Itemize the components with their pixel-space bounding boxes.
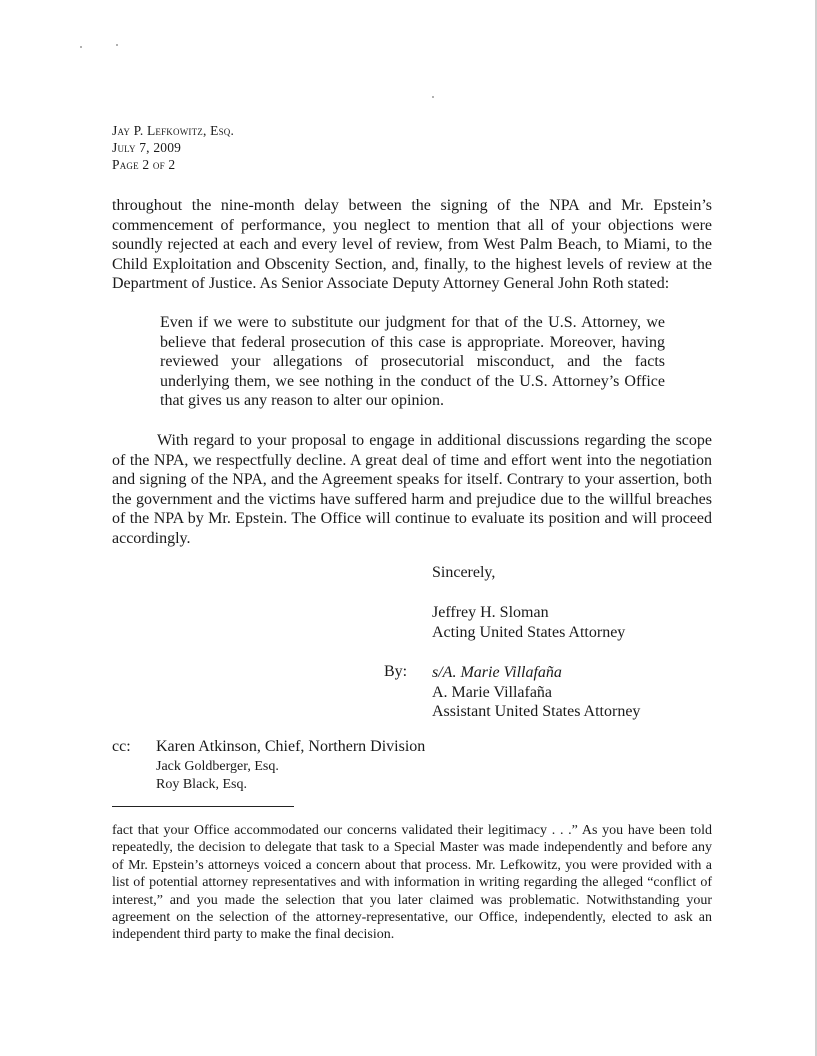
by-name: A. Marie Villafaña [432, 683, 553, 701]
scan-speck [432, 96, 434, 98]
by-title: Assistant United States Attorney [432, 703, 641, 721]
cc-label: cc: [112, 738, 131, 755]
body-paragraph-1: throughout the nine-month delay between the signing of the NPA and Mr. Epstein’s commencement of performance, you neglect to mention that all of your objections were soundly rejected at each and every level of review, from West Palm Beach, to Miami, to the Child Exploitation and Obscenity Section, and, finally, to the highest levels of review at the Department of Justice. As Senior Associate Deputy Attorney General John Roth stated: [112, 197, 712, 293]
by-block [432, 663, 640, 722]
signer-block [432, 603, 625, 642]
cc-recipient-list [156, 758, 279, 794]
electronic-signature: s/A. Marie Villafaña [432, 664, 562, 681]
body-paragraph-2: With regard to your proposal to engage in additional discussions regarding the scope of the NPA, we respectfully decline. A great deal of time and effort went into the negotiation and signing of the NPA, and the Agreement speaks for itself. Contrary to your assertion, both the government and the victims have suffered harm and prejudice due to the willful breaches of the NPA by Mr. Epstein. The Office will continue to evaluate its position and will proceed accordingly. [112, 432, 712, 547]
footnote-divider [112, 806, 294, 807]
footnote-text: fact that your Office accommodated our concerns validated their legitimacy . . .” As you have been told repeatedly, the decision to delegate that task to a Special Master was made independently and before any of Mr. Epstein’s attorneys voiced a concern about that process. Mr. Lefkowitz, you were provided with a list of potential attorney representatives and with information in writing regarding the alleged “conflict of interest,” and you made the selection that you later claimed was problematic. Notwithstanding your agreement on the selection of the attorney-representative, our Office, independently, elected to ask an independent third party to make the final decision. [112, 823, 712, 943]
cc-recipient: Roy Black, Esq. [156, 777, 247, 792]
block-quote: Even if we were to substitute our judgment for that of the U.S. Attorney, we believe that federal prosecution of this case is appropriate. Moreover, having reviewed your allegations of prosecutorial misconduct, and the facts underlying them, we see nothing in the conduct of the U.S. Attorney’s Office that gives us any reason to alter our opinion. [160, 314, 665, 410]
page-number-line: Page 2 of 2 [112, 157, 176, 172]
letter-header [112, 122, 234, 173]
scan-speck [80, 46, 82, 48]
cc-recipient: Karen Atkinson, Chief, Northern Division [156, 738, 426, 755]
signer-name: Jeffrey H. Sloman [432, 604, 549, 621]
cc-recipient: Jack Goldberger, Esq. [156, 759, 279, 774]
recipient-line: Jay P. Lefkowitz, Esq. [112, 123, 235, 138]
signer-title: Acting United States Attorney [432, 623, 626, 641]
scan-speck [116, 44, 118, 46]
salutation: Sincerely, [432, 564, 496, 581]
by-label: By: [384, 663, 408, 680]
date-line: July 7, 2009 [112, 140, 182, 155]
